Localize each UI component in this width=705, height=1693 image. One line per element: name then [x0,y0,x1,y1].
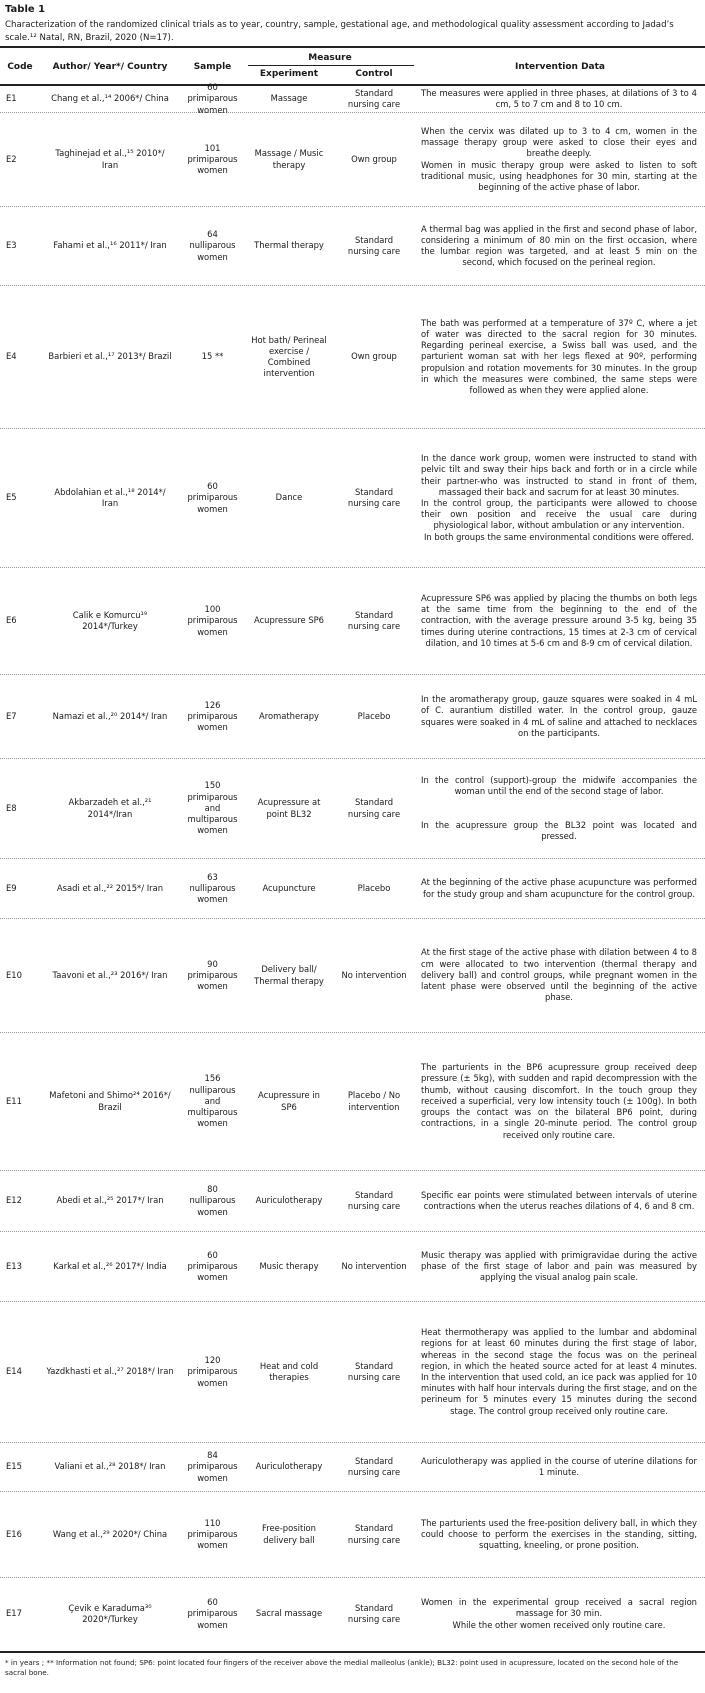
author-text: Fahami et al.,¹⁶ 2011*/ Iran [53,240,167,251]
sample-text: 110 primiparous women [187,1517,238,1551]
cell-intervention [415,1302,705,1442]
sample-text: 63 nulliparous women [189,871,236,905]
cell-code [0,675,40,758]
cell-control [333,568,415,674]
control-text: Placebo / No intervention [347,1090,401,1112]
cell-experiment [245,1232,333,1301]
cell-intervention [415,86,705,112]
table-row [0,286,705,429]
code-text: E14 [6,1366,22,1377]
experiment-text: Heat and cold therapies [259,1360,319,1382]
table-row [0,1578,705,1650]
cell-experiment [245,113,333,206]
experiment-text: Massage / Music therapy [254,148,324,170]
header-sample: Sample [193,61,232,72]
cell-intervention [415,207,705,285]
control-text: Standard nursing care [347,609,401,631]
sample-text: 60 primiparous women [187,82,238,115]
code-text: E9 [6,882,17,893]
intervention-text: The measures were applied in three phases, at dilations of 3 to 4 cm, 5 to 7 cm and 8 to 10 cm. [421,87,697,109]
cell-code [0,1033,40,1170]
header-control: Control [355,69,393,79]
intervention-text: Acupressure SP6 was applied by placing the thumbs on both legs at the same time from the beginning to the end of the contraction, with the average pressure around 3-5 kg, being 35 times during uterine contractions, 15 times at 2-3 cm of cervical dilation, and 10 times at 5-6 cm and 8-9 cm of cervical dilation. [421,592,697,648]
control-text: Own group [351,351,397,362]
control-text: Placebo [357,710,391,721]
cell-sample [180,113,245,206]
cell-sample [180,286,245,428]
cell-sample [180,859,245,918]
cell-control [333,1492,415,1577]
cell-sample [180,429,245,567]
intervention-text: The parturients in the BP6 acupressure group received deep pressure (± 5kg), with sudden and rapid decompression with the thumb, without causing discomfort. In the touch group they received a superficial, very low intensity touch (± 100g). In both groups the contact was on the bilateral BP6 point, during contractions, in a single 20-minute period. The control group received only routine care. [421,1062,697,1140]
table-row [0,1033,705,1171]
cell-control [333,113,415,206]
intervention-text: In the control (support)-group the midwife accompanies the woman until the end of the second stage of labor. In the acupressure group the BL32 point was located and pressed. [421,774,697,841]
table-row [0,1443,705,1492]
author-text: Akbarzadeh et al.,²¹ 2014*/Iran [68,797,152,819]
cell-code [0,568,40,674]
intervention-text: At the first stage of the active phase with dilation between 4 to 8 cm were allocated to two intervention (thermal therapy and delivery ball) and control groups, while pregnant women in the latent phase were observed until the beginning of the active phase. [421,947,697,1003]
author-text: Mafetoni and Shimo²⁴ 2016*/ Brazil [49,1090,171,1112]
author-text: Asadi et al.,²² 2015*/ Iran [56,882,164,893]
measure-rule [248,65,414,66]
cell-author [40,86,180,112]
cell-sample [180,1232,245,1301]
intervention-text: At the beginning of the active phase acupuncture was performed for the study group and sham acupuncture for the control group. [421,877,697,899]
cell-author [40,1578,180,1650]
cell-sample [180,207,245,285]
experiment-text: Sacral massage [255,1608,323,1619]
cell-control [333,919,415,1032]
code-text: E7 [6,710,17,721]
cell-intervention [415,286,705,428]
cell-sample [180,919,245,1032]
cell-experiment [245,86,333,112]
code-text: E1 [6,93,17,104]
cell-experiment [245,429,333,567]
table-row [0,759,705,859]
cell-experiment [245,568,333,674]
intervention-text: In the aromatherapy group, gauze squares were soaked in 4 mL of C. aurantium distilled water. In the control group, gauze squares were soaked in 4 mL of saline and attached to necklaces on the participants. [421,694,697,738]
cell-control [333,1033,415,1170]
cell-author [40,859,180,918]
sample-text: 90 primiparous women [187,958,238,992]
sample-text: 120 primiparous women [187,1355,238,1388]
cell-sample [180,568,245,674]
cell-code [0,1578,40,1650]
cell-code [0,429,40,567]
cell-experiment [245,759,333,858]
intervention-text: Music therapy was applied with primigravidae during the active phase of the first stage of labor and pain was measured by applying the visual analog pain scale. [421,1249,697,1283]
experiment-text: Acupressure SP6 [253,615,325,626]
cell-intervention [415,1232,705,1301]
control-text: Placebo [357,882,391,893]
intervention-text: A thermal bag was applied in the first and second phase of labor, considering a minimum of 80 min on the first occasion, where the lumbar region was targeted, and at least 5 min on the second, which focused on the perineal region. [421,223,697,268]
intervention-text: Heat thermotherapy was applied to the lumbar and abdominal regions for at least 60 minutes during the first stage of labor, whereas in the second stage the focus was on the perineal region, in which the heated source acted for at least 4 minutes. In the intervention that used cold, an ice pack was applied for 10 minutes with half hour intervals during the first stage, and on the perineum for 5 minutes every 15 minutes during the second stage. The control group received only routine care. [421,1327,697,1416]
code-text: E11 [6,1095,22,1106]
cell-code [0,113,40,206]
table-row [0,1492,705,1578]
author-text: Calik e Komurcu¹⁹ 2014*/Turkey [72,609,148,631]
cell-sample [180,759,245,858]
cell-author [40,675,180,758]
table-row [0,1302,705,1443]
sample-text: 60 primiparous women [187,481,238,514]
experiment-text: Massage [270,93,308,104]
cell-experiment [245,286,333,428]
cell-experiment [245,1492,333,1577]
cell-intervention [415,919,705,1032]
sample-text: 60 primiparous women [187,1597,238,1630]
cell-code [0,1302,40,1442]
experiment-text: Aromatherapy [259,710,319,721]
cell-control [333,429,415,567]
cell-author [40,429,180,567]
code-text: E16 [6,1528,22,1539]
table-row [0,859,705,919]
code-text: E17 [6,1608,22,1619]
code-text: E2 [6,153,17,164]
cell-control [333,759,415,858]
cell-control [333,1302,415,1442]
cell-sample [180,1492,245,1577]
cell-intervention [415,675,705,758]
control-text: Standard nursing care [347,797,401,819]
cell-control [333,675,415,758]
cell-sample [180,1033,245,1170]
cell-author [40,919,180,1032]
cell-experiment [245,675,333,758]
code-text: E6 [6,615,17,626]
sample-text: 64 nulliparous women [189,229,236,262]
control-text: Standard nursing care [347,1455,401,1477]
author-text: Taavoni et al.,²³ 2016*/ Iran [52,969,168,980]
cell-control [333,86,415,112]
control-text: Standard nursing care [347,1602,401,1624]
experiment-text: Acupressure at point BL32 [257,797,321,819]
table-caption: Characterization of the randomized clinical trials as to year, country, sample, gestational age, and methodological quality assessment according to Jadad’s scale.¹² Natal, RN, Brazil, 2020 (N=17). [5,20,674,43]
sample-text: 60 primiparous women [187,1249,238,1283]
sample-text: 84 primiparous women [187,1450,238,1483]
cell-sample [180,1443,245,1491]
code-text: E4 [6,351,17,362]
author-text: Valiani et al.,²⁸ 2018*/ Iran [54,1461,166,1472]
code-text: E10 [6,969,22,980]
cell-sample [180,82,245,115]
cell-intervention [415,1033,705,1170]
experiment-text: Delivery ball/ Thermal therapy [254,964,324,986]
control-text: Standard nursing care [347,234,401,256]
cell-author [40,1033,180,1170]
cell-code [0,1232,40,1301]
intervention-text: The parturients used the free-position delivery ball, in which they could choose to perform the exercises in the standing, sitting, squatting, kneeling, or prone position. [421,1517,697,1551]
author-text: Namazi et al.,²⁰ 2014*/ Iran [52,710,168,721]
intervention-text: Auriculotherapy was applied in the course of uterine dilations for 1 minute. [421,1455,697,1477]
table-row [0,82,705,115]
cell-code [0,859,40,918]
table-row [0,919,705,1033]
cell-sample [180,675,245,758]
cell-code [0,1443,40,1491]
cell-author [40,207,180,285]
cell-intervention [415,859,705,918]
cell-control [333,859,415,918]
sample-text: 150 primiparous and multiparous women [187,780,238,836]
control-text: Standard nursing care [347,1360,401,1382]
cell-experiment [245,1302,333,1442]
table-row [0,1232,705,1302]
cell-author [40,1232,180,1301]
cell-code [0,1492,40,1577]
author-text: Barbieri et al.,¹⁷ 2013*/ Brazil [48,351,172,362]
table-row [0,113,705,207]
cell-control [333,1171,415,1231]
cell-intervention [415,568,705,674]
experiment-text: Music therapy [259,1260,319,1271]
author-text: Taghinejad et al.,¹⁵ 2010*/ Iran [55,148,165,170]
cell-control [333,1232,415,1301]
control-text: Standard nursing care [347,486,401,508]
cell-sample [180,1171,245,1231]
cell-author [40,1492,180,1577]
cell-code [0,759,40,858]
cell-intervention [415,1443,705,1491]
sample-text: 126 primiparous women [187,699,238,733]
cell-control [333,1578,415,1650]
cell-author [40,1302,180,1442]
author-text: Yazdkhasti et al.,²⁷ 2018*/ Iran [46,1366,174,1377]
cell-intervention [415,1578,705,1650]
control-text: Own group [351,153,397,164]
cell-code [0,207,40,285]
sample-text: 80 nulliparous women [189,1184,236,1217]
code-text: E12 [6,1195,22,1206]
cell-intervention [415,1171,705,1231]
cell-author [40,113,180,206]
experiment-text: Hot bath/ Perineal exercise / Combined intervention [251,334,327,379]
top-rule [0,46,705,48]
author-text: Çevik e Karaduma³⁰ 2020*/Turkey [68,1602,152,1624]
cell-sample [180,1302,245,1442]
cell-author [40,1171,180,1231]
code-text: E13 [6,1260,22,1271]
cell-author [40,1443,180,1491]
intervention-text: When the cervix was dilated up to 3 to 4 cm, women in the massage therapy group were asked to close their eyes and breathe deeply. Women in music therapy group were asked to listen to soft traditional music, using headphones for 30 min, starting at the beginning of the active phase of labor. [421,125,697,192]
sample-text: 101 primiparous women [187,142,238,176]
cell-experiment [245,919,333,1032]
experiment-text: Free-position delivery ball [262,1523,316,1545]
cell-experiment [245,1578,333,1650]
experiment-text: Acupressure in SP6 [258,1090,320,1112]
cell-intervention [415,759,705,858]
control-text: No intervention [341,1260,407,1271]
header-code: Code [7,61,33,72]
sample-text: 15 ** [201,351,224,362]
code-text: E15 [6,1461,22,1472]
cell-experiment [245,1443,333,1491]
control-text: Standard nursing care [347,1523,401,1545]
cell-experiment [245,859,333,918]
experiment-text: Thermal therapy [254,240,324,251]
author-text: Wang et al.,²⁹ 2020*/ China [52,1528,168,1539]
table-row [0,568,705,675]
header-experiment: Experiment [259,69,319,79]
cell-author [40,759,180,858]
code-text: E3 [6,240,17,251]
cell-experiment [245,207,333,285]
cell-code [0,1171,40,1231]
author-text: Karkal et al.,²⁶ 2017*/ India [53,1260,167,1271]
intervention-text: Women in the experimental group received a sacral region massage for 30 min. While the other women received only routine care. [421,1597,697,1630]
cell-code [0,919,40,1032]
cell-control [333,1443,415,1491]
cell-intervention [415,1492,705,1577]
table-footnote: * in years ; ** Information not found; SP6: point located four fingers of the receiver above the medial malleolus (ankle); BL32: point used in acupressure, located on the second hole of the sacral bone. [5,1658,679,1677]
code-text: E5 [6,492,17,503]
author-text: Chang et al.,¹⁴ 2006*/ China [51,93,169,104]
control-text: Standard nursing care [347,1189,401,1211]
author-text: Abdolahian et al.,¹⁸ 2014*/ Iran [54,486,166,508]
experiment-text: Dance [275,492,303,503]
sample-text: 100 primiparous women [187,604,238,637]
intervention-text: In the dance work group, women were instructed to stand with pelvic tilt and sway their hips back and forth or in a circle while their partner-who was instructed to stand in front of them, massaged their back and sacrum for at least 30 minutes. In the control group, the participants were allowed to choose their own position and receive the usual care during physiological labor, without ambulation or any intervention. In both groups the same environmental conditions were offered. [421,453,697,542]
cell-experiment [245,1033,333,1170]
header-measure: Measure [308,53,352,63]
table-row [0,207,705,286]
control-text: No intervention [341,969,407,980]
author-text: Abedi et al.,²⁵ 2017*/ Iran [56,1195,164,1206]
table-row [0,429,705,568]
cell-code [0,86,40,112]
cell-author [40,568,180,674]
bottom-rule [0,1651,705,1653]
cell-sample [180,1578,245,1650]
intervention-text: Specific ear points were stimulated between intervals of uterine contractions when the uterus reaches dilations of 4, 6 and 8 cm. [421,1189,697,1211]
cell-control [333,286,415,428]
experiment-text: Auriculotherapy [255,1461,323,1472]
sample-text: 156 nulliparous and multiparous women [187,1073,238,1129]
cell-intervention [415,429,705,567]
cell-code [0,286,40,428]
experiment-text: Acupuncture [262,882,316,893]
header-intervention: Intervention Data [514,61,605,72]
intervention-text: The bath was performed at a temperature of 37º C, where a jet of water was directed to the sacral region for 30 minutes. Regarding perineal exercise, a Swiss ball was used, and the parturient woman sat with her legs flexed at 90º, performing propulsion and rotation movements for 30 minutes. In the group in which the measures were combined, the same steps were followed as when they were applied alone. [421,317,697,395]
table-row [0,675,705,759]
cell-experiment [245,1171,333,1231]
experiment-text: Auriculotherapy [255,1195,323,1206]
control-text: Standard nursing care [347,87,401,109]
table-label: Table 1 [5,4,46,15]
header-author: Author/ Year*/ Country [52,61,168,72]
cell-intervention [415,113,705,206]
code-text: E8 [6,802,17,813]
cell-control [333,207,415,285]
table-row [0,1171,705,1232]
cell-author [40,286,180,428]
